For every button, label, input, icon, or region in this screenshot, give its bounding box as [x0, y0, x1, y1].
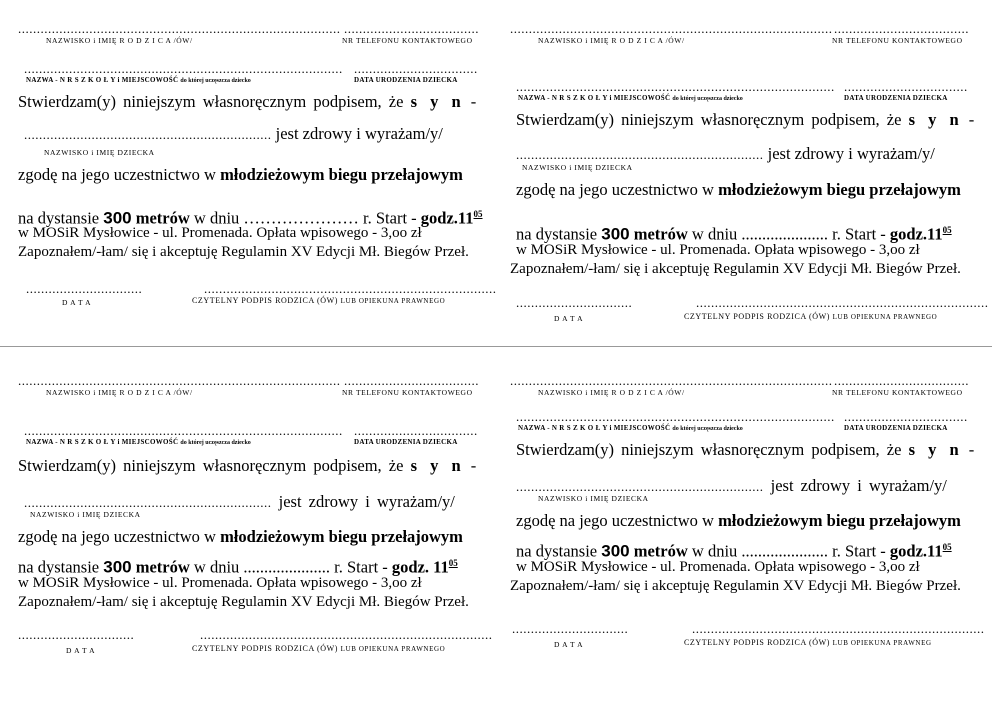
child-name-caption: NAZWISKO i IMIĘ DZIECKA: [538, 494, 649, 503]
statement-line-5: w MOSiR Mysłowice - ul. Promenada. Opłata wpisowego - 3,oo zł: [516, 242, 920, 258]
child-name-dots[interactable]: ..................................................................: [24, 127, 272, 142]
phone-caption: NR TELEFONU KONTAKTOWEGO: [832, 388, 963, 397]
parent-name-dots[interactable]: ......................................................................................: [510, 373, 833, 388]
phone-dots[interactable]: ....................................: [834, 373, 969, 388]
statement-line-3: zgodę na jego uczestnictwo w młodzieżowym biegu przełajowym: [18, 527, 463, 546]
statement-line-6: Zapoznałem/-łam/ się i akceptuję Regulamin XV Edycji Mł. Biegów Przeł.: [18, 594, 469, 610]
child-name-dots[interactable]: ..................................................................: [516, 147, 764, 162]
birth-date-caption: DATA URODZENIA DZIECKA: [844, 94, 948, 102]
consent-form-4: [510, 373, 985, 704]
page-divider: [0, 346, 992, 347]
statement-line-2: .................................................................. jest zdrowy i wyrażam/y/: [516, 476, 947, 495]
parent-name-dots[interactable]: ......................................................................................: [18, 21, 341, 36]
phone-dots[interactable]: ....................................: [344, 373, 479, 388]
school-caption: NAZWA - N R S Z K O Ł Y i MIEJSCOWOŚĆ do której uczęszcza dziecko: [518, 94, 743, 102]
child-name-caption: NAZWISKO i IMIĘ DZIECKA: [522, 163, 633, 172]
child-name-caption: NAZWISKO i IMIĘ DZIECKA: [30, 510, 141, 519]
school-caption: NAZWA - N R S Z K O Ł Y i MIEJSCOWOŚĆ do której uczęszcza dziecko: [518, 424, 743, 432]
phone-caption: NR TELEFONU KONTAKTOWEGO: [342, 36, 473, 45]
phone-caption: NR TELEFONU KONTAKTOWEGO: [832, 36, 963, 45]
statement-line-2: .................................................................. jest zdrowy i wyrażam/y/: [24, 124, 443, 143]
statement-line-5: w MOSiR Mysłowice - ul. Promenada. Opłata wpisowego - 3,oo zł: [18, 575, 422, 591]
parent-name-dots[interactable]: ......................................................................................: [18, 373, 341, 388]
date-caption: D A T A: [554, 314, 584, 323]
statement-line-3: zgodę na jego uczestnictwo w młodzieżowym biegu przełajowym: [18, 165, 463, 184]
signature-dots[interactable]: ..............................................................................: [204, 281, 497, 296]
statement-line-5: w MOSiR Mysłowice - ul. Promenada. Opłata wpisowego - 3,oo zł: [516, 559, 920, 575]
child-name-dots[interactable]: ..................................................................: [516, 479, 764, 494]
signature-caption: CZYTELNY PODPIS RODZICA (ÓW) LUB OPIEKUNA PRAWNEGO: [192, 644, 446, 653]
date-caption: D A T A: [62, 298, 92, 307]
statement-line-3: zgodę na jego uczestnictwo w młodzieżowym biegu przełajowym: [516, 511, 961, 530]
statement-line-4: na dystansie 300 metrów w dniu ………………… r. Start - $godz.11^{05}$: [18, 208, 483, 228]
date-dots[interactable]: ...............................: [26, 281, 143, 296]
signature-dots[interactable]: ..............................................................................: [696, 295, 989, 310]
signature-caption: CZYTELNY PODPIS RODZICA (ÓW) LUB OPIEKUNA PRAWNEG: [684, 638, 932, 647]
date-caption: D A T A: [554, 640, 584, 649]
statement-line-1: Stwierdzam(y) niniejszym własnoręcznym podpisem, że s y n -: [18, 456, 477, 475]
birth-date-dots[interactable]: .................................: [354, 423, 478, 438]
school-dots[interactable]: .....................................................................................: [24, 423, 343, 438]
date-dots[interactable]: ...............................: [512, 621, 629, 636]
signature-dots[interactable]: ..............................................................................: [200, 627, 493, 642]
statement-line-1: Stwierdzam(y) niniejszym własnoręcznym podpisem, że s y n -: [516, 440, 975, 459]
parent-name-caption: NAZWISKO i IMIĘ R O D Z I C A /ÓW/: [538, 388, 685, 397]
parent-name-dots[interactable]: ......................................................................................: [510, 21, 833, 36]
school-dots[interactable]: .....................................................................................: [516, 409, 835, 424]
statement-line-2: .................................................................. jest zdrowy i wyrażam/y/: [516, 144, 935, 163]
phone-dots[interactable]: ....................................: [834, 21, 969, 36]
parent-name-caption: NAZWISKO i IMIĘ R O D Z I C A /ÓW/: [46, 36, 193, 45]
statement-line-4: na dystansie 300 metrów w dniu ..................... r. Start - $godz.11^{05}$: [516, 224, 952, 244]
birth-date-caption: DATA URODZENIA DZIECKA: [354, 438, 458, 446]
statement-line-6: Zapoznałem/-łam/ się i akceptuję Regulamin XV Edycji Mł. Biegów Przeł.: [510, 578, 961, 594]
parent-name-caption: NAZWISKO i IMIĘ R O D Z I C A /ÓW/: [46, 388, 193, 397]
school-dots[interactable]: .....................................................................................: [24, 61, 343, 76]
statement-line-3: zgodę na jego uczestnictwo w młodzieżowym biegu przełajowym: [516, 180, 961, 199]
statement-line-4: na dystansie 300 metrów w dniu ..................... r. Start - $godz.11^{05}$: [516, 541, 952, 561]
birth-date-caption: DATA URODZENIA DZIECKA: [354, 76, 458, 84]
signature-caption: CZYTELNY PODPIS RODZICA (ÓW) LUB OPIEKUNA PRAWNEGO: [684, 312, 938, 321]
birth-date-dots[interactable]: .................................: [844, 409, 968, 424]
school-caption: NAZWA - N R S Z K O Ł Y i MIEJSCOWOŚĆ do której uczęszcza dziecko: [26, 76, 251, 84]
date-dots[interactable]: ...............................: [18, 627, 135, 642]
phone-dots[interactable]: ....................................: [344, 21, 479, 36]
signature-dots[interactable]: ..............................................................................: [692, 621, 985, 636]
statement-line-5: w MOSiR Mysłowice - ul. Promenada. Opłata wpisowego - 3,oo zł: [18, 225, 422, 241]
consent-form-2: [510, 21, 989, 352]
statement-line-2: .................................................................. jest zdrowy i wyrażam/y/: [24, 492, 455, 511]
statement-line-1: Stwierdzam(y) niniejszym własnoręcznym podpisem, że s y n -: [18, 92, 477, 111]
birth-date-dots[interactable]: .................................: [354, 61, 478, 76]
consent-form-3: [18, 373, 493, 704]
date-dots[interactable]: ...............................: [516, 295, 633, 310]
school-dots[interactable]: .....................................................................................: [516, 79, 835, 94]
parent-name-caption: NAZWISKO i IMIĘ R O D Z I C A /ÓW/: [538, 36, 685, 45]
statement-line-6: Zapoznałem/-łam/ się i akceptuję Regulamin XV Edycji Mł. Biegów Przeł.: [510, 261, 961, 277]
child-name-dots[interactable]: ..................................................................: [24, 495, 272, 510]
school-caption: NAZWA - N R S Z K O Ł Y i MIEJSCOWOŚĆ do której uczęszcza dziecko: [26, 438, 251, 446]
date-caption: D A T A: [66, 646, 96, 655]
statement-line-6: Zapoznałem/-łam/ się i akceptuję Regulamin XV Edycji Mł. Biegów Przeł.: [18, 244, 469, 260]
child-name-caption: NAZWISKO i IMIĘ DZIECKA: [44, 148, 155, 157]
statement-line-4: na dystansie 300 metrów w dniu ..................... r. Start - godz. $11^{05}$: [18, 557, 458, 577]
statement-line-1: Stwierdzam(y) niniejszym własnoręcznym podpisem, że s y n -: [516, 110, 975, 129]
consent-form-1: [18, 21, 497, 352]
phone-caption: NR TELEFONU KONTAKTOWEGO: [342, 388, 473, 397]
birth-date-caption: DATA URODZENIA DZIECKA: [844, 424, 948, 432]
birth-date-dots[interactable]: .................................: [844, 79, 968, 94]
signature-caption: CZYTELNY PODPIS RODZICA (ÓW) LUB OPIEKUNA PRAWNEGO: [192, 296, 446, 305]
